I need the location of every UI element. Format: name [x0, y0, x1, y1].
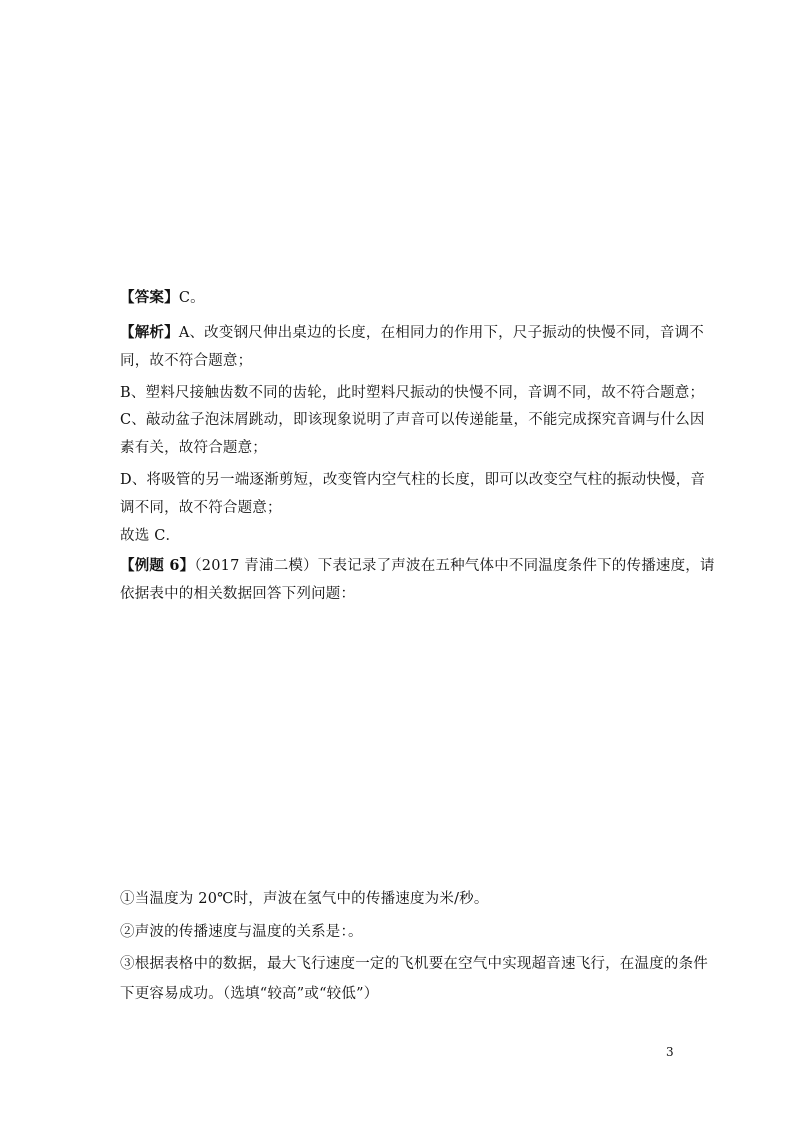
question-1: ①当温度为 20℃时，声波在氢气中的传播速度为米/秒。	[120, 891, 489, 907]
analysis-line-1	[120, 323, 704, 343]
example-line-2: 依据表中的相关数据回答下列问题：	[120, 586, 356, 602]
analysis-line-7: 调不同，故不符合题意；	[120, 500, 282, 516]
page-number: 3	[666, 1045, 674, 1059]
analysis-conclusion: 故选 C．	[120, 528, 181, 544]
answer-line	[120, 288, 205, 308]
analysis-line-6: D、将吸管的另一端逐渐剪短，改变管内空气柱的长度，即可以改变空气柱的振动快慢，音	[120, 472, 706, 488]
question-3-line-2: 下更容易成功。（选填“较高”或“较低”）	[120, 986, 379, 1002]
example-text-1: （2017 青浦二模）下表记录了声波在五种气体中不同温度条件下的传播速度，请	[194, 558, 715, 574]
answer-text: C。	[178, 290, 205, 306]
analysis-text-1: A、改变钢尺伸出桌边的长度，在相同力的作用下，尺子振动的快慢不同，音调不	[178, 325, 704, 341]
analysis-line-2: 同，故不符合题意；	[120, 353, 253, 369]
example-line-1	[120, 556, 715, 576]
example-label: 【例题 6】	[120, 557, 195, 574]
analysis-label: 【解析】	[120, 324, 179, 341]
question-2: ②声波的传播速度与温度的关系是：。	[120, 924, 363, 940]
analysis-line-3: B、塑料尺接触齿数不同的齿轮，此时塑料尺振动的快慢不同，音调不同，故不符合题意；	[120, 385, 705, 401]
analysis-line-4: C、敲动盆子泡沫屑跳动，即该现象说明了声音可以传递能量，不能完成探究音调与什么因	[120, 412, 705, 428]
question-3-line-1: ③根据表格中的数据，最大飞行速度一定的飞机要在空气中实现超音速飞行，在温度的条件	[120, 956, 708, 972]
analysis-line-5: 素有关，故符合题意；	[120, 440, 267, 456]
answer-label: 【答案】	[120, 289, 179, 306]
